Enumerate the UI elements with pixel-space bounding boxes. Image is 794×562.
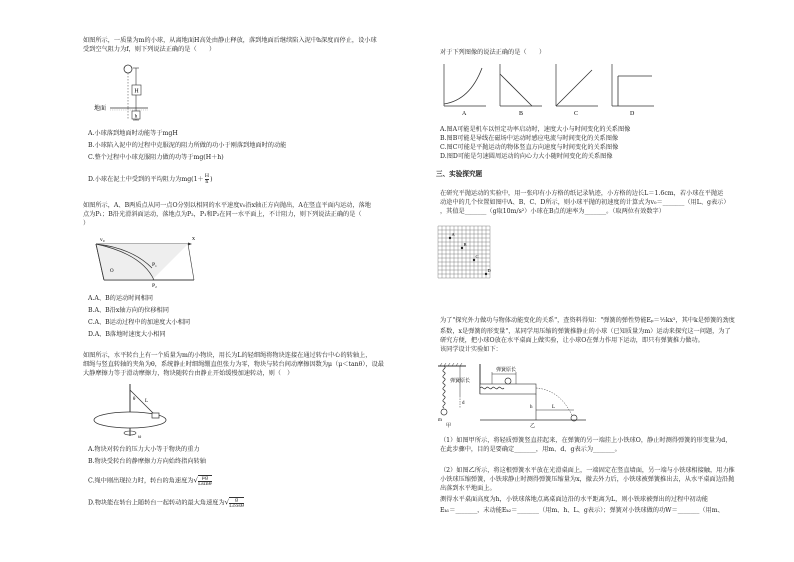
q4-option-c: C.图C可能是平抛运动的物体竖直方向速度与时间变化的关系图像 xyxy=(440,144,619,151)
q6-stem-line-3: 研究方便，把小球O放在水平桌面上做实验，让小球O在弹力作用下运动，即只有弹簧推力做功。 xyxy=(440,337,704,344)
q6-sub2-line-4: 测得水平桌面高度为h，小铁球落地点离桌面边沿的水平距离为L，则小铁球被弹出的过程中初动能 xyxy=(440,496,708,503)
q2-label-o: O xyxy=(110,269,114,274)
q1-option-a: A.小球落到地面时动能等于mgH xyxy=(88,130,178,137)
q5-point-b xyxy=(461,247,463,249)
q6-label-d: d xyxy=(462,401,465,406)
q6-sub1-line-2: 在此步骤中，目的是要确定_______，用m、d、g表示为_______。 xyxy=(440,446,621,453)
q4-graphs xyxy=(440,60,660,118)
q1-option-d-fraction: $\frac{H}{h}$ xyxy=(204,173,210,185)
q3-option-d: D.物块能在转台上随转台一起转动的最大角速度为√ $\frac{g}{Lcos\theta}$ xyxy=(88,497,244,509)
q3-label-l: L xyxy=(145,399,149,404)
section-heading-experiment: 三、实验探究题 xyxy=(436,170,483,178)
q5-label-a: A xyxy=(451,232,455,237)
q4-graph-d-label: D xyxy=(630,111,635,117)
q2-option-d: D.A、B落地时速度大小相同 xyxy=(88,331,166,338)
q3-label-theta: θ xyxy=(133,397,136,402)
q2-stem-line-2: 点为P₁；B沿光滑斜面运动，落地点为P₂，P₁和P₂在同一水平面上，不计阻力，则下列说法正确的是（ xyxy=(83,211,362,218)
q6-figure xyxy=(436,360,596,428)
q2-label-p1: P₁ xyxy=(152,262,157,268)
q1-label-ground: 地面 xyxy=(94,105,107,112)
q5-label-c: C xyxy=(475,254,479,259)
q2-label-x: x xyxy=(192,236,195,242)
q3-option-c-fraction: $\frac{\mu g}{Lsin\theta}$ xyxy=(197,475,212,487)
q3-option-a: A.物块对转台的压力大小等于物块的重力 xyxy=(88,446,200,453)
q1-option-d-text: D.小球在泥土中受到的平均阻力为mg(1＋ xyxy=(88,176,204,183)
q1-option-c: C.整个过程中小球克服阻力做的功等于mg(H＋h) xyxy=(88,154,224,161)
q4-graph-c xyxy=(556,64,598,117)
q6-stem-line-1: 为了"探究外力做功与物体动能变化的关系"，查资料得知："弹簧的弹性势能Eₚ＝½kx²，其中k是弹簧的劲度 xyxy=(440,317,735,324)
q4-graph-d xyxy=(612,64,654,117)
q4-graph-b-label: B xyxy=(519,111,524,117)
q3-label-omega: ω xyxy=(138,435,142,440)
q1-ball xyxy=(124,65,132,73)
q4-option-b: B.图B可能是导线在磁场中运动时感应电流与时间变化的关系图像 xyxy=(440,135,619,142)
q4-stem: 对于下列图像的说法正确的是（ ） xyxy=(440,49,546,56)
q6-label-spring-len-jia: 弹簧原长 xyxy=(450,378,471,384)
q2-option-a: A.A、B的运动时间相同 xyxy=(88,295,153,302)
q3-stem-line-1: 如图所示，水平转台上有一个质量为m的小物块，用长为L的轻细绳将物块连接在通过转台中心的转轴上， xyxy=(83,352,372,359)
q3-option-c: C.绳中刚出现拉力时，转台的角速度为√ $\frac{\mu g}{Lsin\theta}$ xyxy=(88,475,212,487)
q1-option-b: B.小球陷入泥中的过程中克服泥的阻力所做的功小于刚落到地面时的动能 xyxy=(88,142,287,149)
q2-option-b: B.A、B沿x轴方向的位移相同 xyxy=(88,307,169,314)
q5-stem-line-2: 动途中的几个位置如图中A、B、C、D所示，则小球平抛的初速度的计算式为v₀＝_______（用L、g表示） xyxy=(440,199,730,206)
q3-stem-line-3: 大静摩擦力等于滑动摩擦力，物块随转台由静止开始缓慢加速转动，则（ ） xyxy=(83,370,294,377)
q5-grid-figure xyxy=(436,224,496,278)
q6-label-jia: 甲 xyxy=(446,423,452,429)
q4-graph-b xyxy=(500,64,542,117)
q6-label-m: m xyxy=(438,418,442,423)
q6-sub2-line-1: （2）如图乙所示，将这根弹簧水平放在光滑桌面上，一端固定在竖直墙面，另一端与小铁球相接触，用力推 xyxy=(440,467,735,474)
q3-option-b: B.物块受转台的静摩擦力方向始终指向转轴 xyxy=(88,458,206,465)
q6-stem-line-2: 系数，x是弹簧的形变量"，某同学用压缩的弹簧推静止的小球（已知质量为m）运动来探究这一问题，为了 xyxy=(440,328,731,335)
q3-figure xyxy=(90,380,180,440)
q1-label-H: H xyxy=(134,88,139,95)
q5-point-d xyxy=(485,273,487,275)
q2-label-v0: v₀ xyxy=(100,237,105,243)
q5-label-d: D xyxy=(487,268,491,273)
q6-sub2-line-2: 小铁球压缩弹簧，小铁球静止时测得弹簧压缩量为x，撤去外力后，小铁球被弹簧推出去，从水平桌面边沿抛 xyxy=(440,476,735,483)
q1-stem-line-1: 如图所示，一质量为m的小球，从离地面H高处由静止释放，落到地面后继续陷入泥中h深度而停止，设小球 xyxy=(83,37,377,44)
q4-graph-c-label: C xyxy=(574,111,579,117)
q5-label-b: B xyxy=(463,242,467,247)
q6-figure-yi xyxy=(480,364,586,429)
q5-point-a xyxy=(449,237,451,239)
q6-stem-line-4: 该同学设计实验如下： xyxy=(440,346,502,353)
q1-option-d: D.小球在泥土中受到的平均阻力为mg(1＋ $\frac{H}{h}$ ) xyxy=(88,173,213,185)
q6-label-spring-len-yi: 弹簧原长 xyxy=(496,367,517,373)
q6-label-h: h xyxy=(530,405,533,410)
q6-sub1-line-1: （1）如图甲所示，将轻质弹簧竖直挂起来，在弹簧的另一端挂上小铁球O，静止时测得弹簧的形变量为d， xyxy=(440,437,732,444)
q1-stem-line-2: 受到空气阻力为f，则下列说法正确的是（ ） xyxy=(83,46,216,53)
q5-stem-line-3: ，其值是_______（g取10m/s²）小球在B点的速率为_______。（取两位有效数字） xyxy=(440,208,665,215)
q4-option-d: D.图D可能是匀速圆周运动的向心力大小随时间变化的关系图像 xyxy=(440,153,613,160)
q1-figure xyxy=(88,60,168,140)
q6-figure-jia xyxy=(438,363,470,429)
q3-stem-line-2: 细绳与竖直转轴的夹角为θ，系统静止时细绳绷直但张力为零，物块与转台间动摩擦因数为μ（μ＜tanθ），设最 xyxy=(83,361,384,368)
q5-point-c xyxy=(473,259,475,261)
q4-graph-a-label: A xyxy=(462,111,467,117)
q2-label-p2: P₂ xyxy=(152,283,157,289)
q6-label-l: L xyxy=(552,405,556,410)
q3-option-d-fraction: $\frac{g}{Lcos\theta}$ xyxy=(229,497,244,509)
q2-stem-line-3: ） xyxy=(83,220,90,227)
q6-sub2-line-5: Eₖ₁＝_______，末动能Eₖ₂＝_______（用m、h、L、g表示）；弹簧对小铁球做的功W＝_______（用m、 xyxy=(440,507,724,514)
q2-figure xyxy=(92,232,202,290)
q4-graph-a xyxy=(444,64,486,117)
q2-stem-line-1: 如图所示，A、B两质点从同一点O分别以相同的水平速度v₀沿x轴正方向抛出，A在竖直平面内运动，落地 xyxy=(83,202,371,209)
q6-sub2-line-3: 出落到水平地面上。 xyxy=(440,485,496,492)
q1-label-h: h xyxy=(134,113,138,120)
q2-option-c: C.A、B运动过程中的加速度大小相同 xyxy=(88,319,191,326)
q5-stem-line-1: 在研究平抛运动的实验中，用一张印有小方格的纸记录轨迹，小方格的边长L＝1.6cm，若小球在平抛运 xyxy=(440,190,724,197)
q6-label-yi: 乙 xyxy=(530,423,536,429)
q4-option-a: A.图A可能是机车以恒定功率启动时，速度大小与时间变化的关系图像 xyxy=(440,126,631,133)
